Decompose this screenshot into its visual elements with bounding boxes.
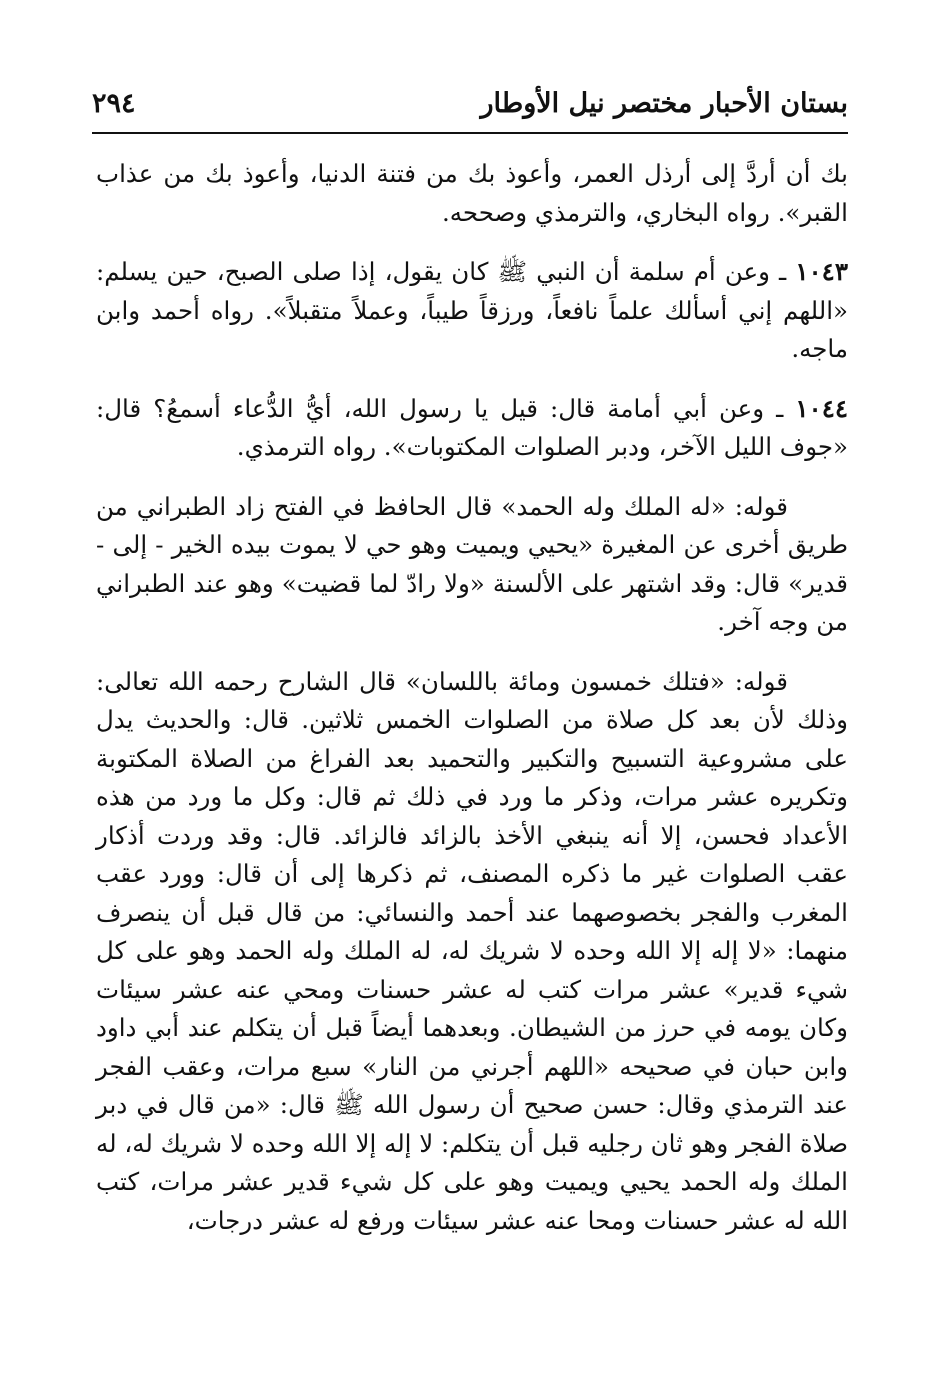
paragraph-text: قوله: «له الملك وله الحمد» قال الحافظ في الفتح زاد الطبراني من طريق أخرى عن المغيرة «يحيي ويميت وهو حي لا يموت بيده الخير - إلى - قدير» قال: وقد اشتهر على الألسنة «ولا رادّ لما قضيت» وهو عند الطبراني من وجه آخر. — [96, 491, 848, 636]
paragraph-text: ـ وعن أبي أمامة قال: قيل يا رسول الله، أيُّ الدُّعاء أسمعُ؟ قال: «جوف الليل الآخر، ودبر الصلوات المكتوبات». رواه الترمذي. — [96, 393, 848, 461]
running-header — [92, 86, 848, 134]
paragraph-text: بك أن أردَّ إلى أرذل العمر، وأعوذ بك من فتنة الدنيا، وأعوذ بك من عذاب القبر». رواه البخاري، والترمذي وصححه. — [96, 159, 848, 227]
paragraph-1 — [96, 155, 848, 232]
hadith-1043 — [96, 253, 848, 369]
paragraph-text: قوله: «فتلك خمسون ومائة باللسان» قال الشارح رحمه الله تعالى: وذلك لأن بعد كل صلاة من الصلوات الخمس ثلاثين. قال: والحديث يدل على مشروعية التسبيح والتكبير والتحميد بعد الفراغ من الصلاة المكتوبة وتكريره عشر مرات، وذكر ما ورد في ذلك ثم قال: وكل ما ورد من هذه الأعداد فحسن، إلا أنه ينبغي الأخذ بالزائد فالزائد. قال: وقد وردت أذكار عقب الصلوات غير ما ذكره المصنف، ثم ذكرها إلى أن قال: وورد عقب المغرب والفجر بخصوصهما عند أحمد والنسائي: من قال قبل أن ينصرف منهما: «لا إله إلا الله وحده لا شريك له، له الملك وله الحمد وهو على كل شيء قدير» عشر مرات كتب له عشر حسنات ومحي عنه عشر سيئات وكان يومه في حرز من الشيطان. وبعدهما أيضاً قبل أن يتكلم عند أبي داود وابن حبان في صحيحه «اللهم أجرني من النار» سبع مرات، وعقب الفجر عند الترمذي وقال: حسن صحيح أن رسول الله ﷺ قال: «من قال في دبر صلاة الفجر وهو ثان رجليه قبل أن يتكلم: لا إله إلا الله وحده لا شريك له، له الملك وله الحمد يحيي ويميت وهو على كل شيء قدير عشر مرات، كتب الله له عشر حسنات ومحا عنه عشر سيئات ورفع له عشر درجات، — [96, 666, 848, 1235]
hadith-number: ١٠٤٣ — [795, 257, 848, 286]
page-body — [96, 155, 848, 1240]
book-title: بستان الأحبار مختصر نيل الأوطار — [480, 88, 848, 119]
paragraph-text: ـ وعن أم سلمة أن النبي ﷺ كان يقول، إذا صلى الصبح، حين يسلم: «اللهم إني أسألك علماً نافعاً، ورزقاً طيباً، وعملاً متقبلاً». رواه أحمد وابن ماجه. — [96, 257, 848, 363]
hadith-1044 — [96, 390, 848, 467]
hadith-number: ١٠٤٤ — [795, 393, 849, 423]
page-number: ٢٩٤ — [92, 88, 136, 119]
commentary-1 — [96, 488, 848, 642]
commentary-2 — [96, 663, 848, 1241]
